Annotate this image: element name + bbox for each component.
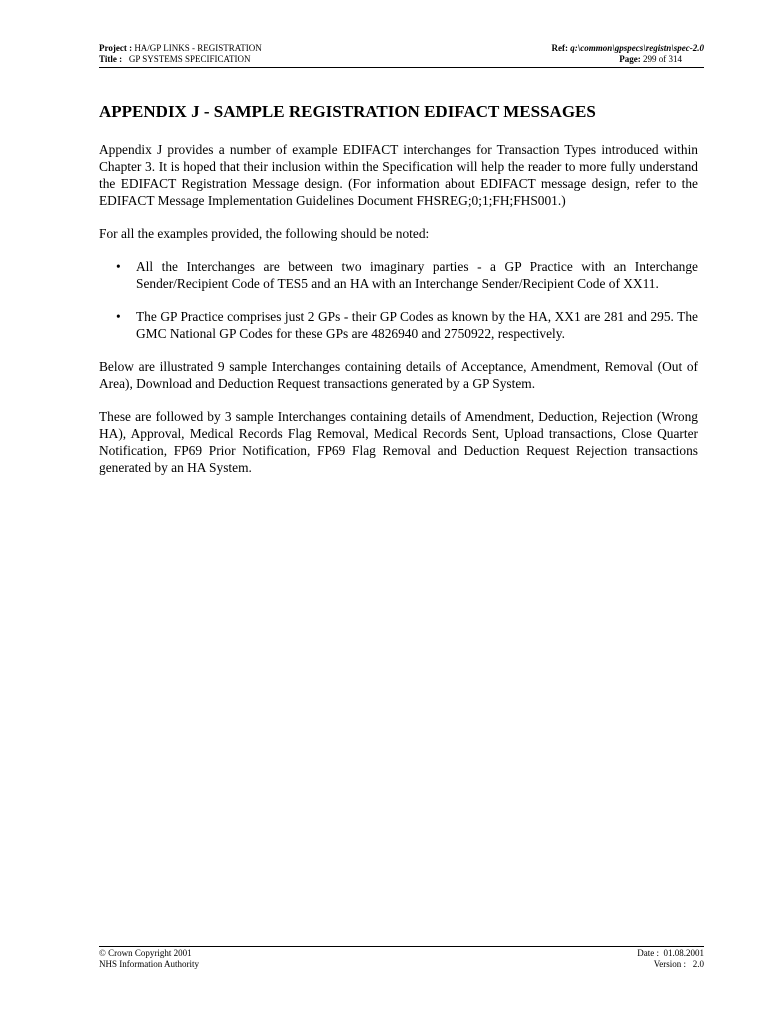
list-item-text: All the Interchanges are between two imaginary parties - a GP Practice with an Interchange Sender/Recipient Code of TES5 and an HA with an Interchange Sender/Recipient Code of XX11. [136,259,698,291]
project-value: HA/GP LINKS - REGISTRATION [134,43,262,53]
version-info [654,959,704,970]
header-row-2 [99,54,704,65]
copyright: © Crown Copyright 2001 [99,948,192,958]
title-info [99,54,251,65]
page-title: APPENDIX J - SAMPLE REGISTRATION EDIFACT MESSAGES [99,102,596,121]
page-value: 299 of 314 [643,54,682,64]
ha-samples-paragraph: These are followed by 3 sample Interchanges containing details of Amendment, Deduction, Rejection (Wrong HA), Approval, Medical Records Flag Removal, Medical Records Sent, Upload transactions, Close Quarter Notification, FP69 Prior Notification, FP69 Flag Removal and Deduction Request Rejection transactions generated by an HA System. [99,409,698,475]
bullet-icon: • [116,309,121,324]
title-label: Title : [99,54,123,64]
body-content [99,141,698,492]
version-value: 2.0 [692,959,704,969]
page-info [619,54,704,65]
title-value: GP SYSTEMS SPECIFICATION [128,54,251,64]
notes-list [99,258,698,342]
page-label: Page: [619,54,641,64]
ref-label: Ref: [551,43,568,53]
page-header [99,43,704,65]
list-item [99,258,698,292]
version-label: Version : [653,959,686,969]
footer-row-2 [99,959,704,970]
page-footer [99,948,704,970]
ref-info [552,43,705,54]
notes-lead-paragraph: For all the examples provided, the following should be noted: [99,226,430,241]
date-label: Date : [637,948,659,958]
header-row-1 [99,43,704,54]
footer-divider [99,946,704,947]
list-item-text: The GP Practice comprises just 2 GPs - their GP Codes as known by the HA, XX1 are 281 and 295. The GMC National GP Codes for these GPs are 4826940 and 2750922, respectively. [136,309,698,341]
date-value: 01.08.2001 [663,948,704,958]
ref-value: q:\common\gpspecs\registn\spec-2.0 [570,43,704,53]
header-divider [99,67,704,68]
organisation: NHS Information Authority [99,959,199,969]
bullet-icon: • [116,259,121,274]
footer-row-1 [99,948,704,959]
gp-samples-paragraph: Below are illustrated 9 sample Interchanges containing details of Acceptance, Amendment, Removal (Out of Area), Download and Deduction Request transactions generated by a GP System. [99,359,698,391]
project-label: Project : [99,43,133,53]
date-info [637,948,704,959]
list-item [99,308,698,342]
project-info [99,43,262,54]
intro-paragraph: Appendix J provides a number of example EDIFACT interchanges for Transaction Types introduced within Chapter 3. It is hoped that their inclusion within the Specification will help the reader to more fully understand the EDIFACT Registration Message design. (For information about EDIFACT message design, refer to the EDIFACT Message Implementation Guidelines Document FHSREG;0;1;FH;FHS001.) [99,142,698,208]
